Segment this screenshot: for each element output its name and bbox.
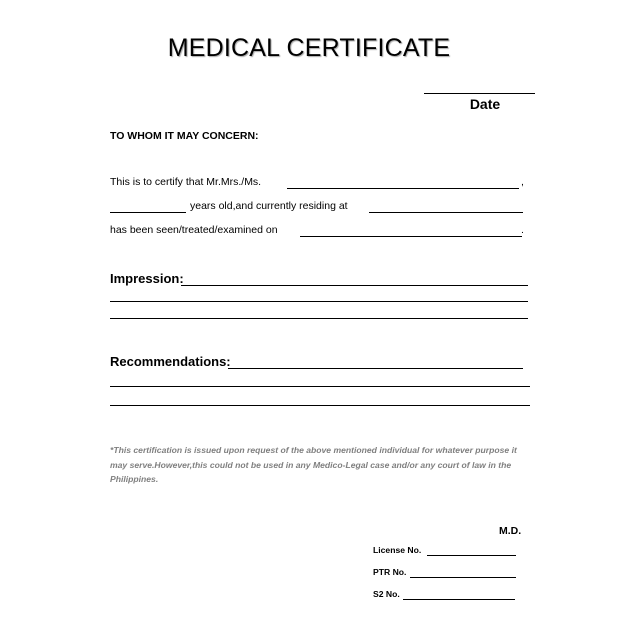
comma: ,	[521, 176, 524, 188]
exam-date-line	[300, 236, 522, 237]
recommendations-line-2	[110, 386, 530, 387]
impression-line-3	[110, 318, 528, 319]
seen-text: has been seen/treated/examined on	[110, 224, 278, 236]
ptr-label: PTR No.	[373, 567, 407, 577]
date-line	[424, 93, 535, 94]
age-text: years old,and currently residing at	[190, 200, 348, 212]
patient-name-line	[287, 188, 519, 189]
date-label: Date	[469, 96, 501, 112]
address-line	[369, 212, 523, 213]
certify-prefix: This is to certify that Mr.Mrs./Ms.	[110, 176, 262, 188]
s2-label: S2 No.	[373, 589, 400, 599]
impression-label: Impression:	[110, 271, 184, 286]
impression-line-2	[110, 301, 528, 302]
license-line	[427, 555, 516, 556]
period: .	[521, 224, 524, 236]
disclaimer-note: *This certification is issued upon request of the above mentioned individual for whatever purpose it may serve.However,this could not be used in any Medico-Legal case and/or any court of law in the Philippines.	[110, 445, 517, 484]
recommendations-line-1	[228, 368, 523, 369]
page-title: MEDICAL CERTIFICATE	[167, 34, 451, 62]
recommendations-label: Recommendations:	[110, 354, 231, 369]
md-label: M.D.	[499, 525, 522, 537]
age-line	[110, 212, 186, 213]
s2-line	[403, 599, 515, 600]
impression-line-1	[181, 285, 528, 286]
license-label: License No.	[373, 545, 422, 555]
ptr-line	[410, 577, 516, 578]
recommendations-line-3	[110, 405, 530, 406]
salutation: TO WHOM IT MAY CONCERN:	[110, 130, 259, 142]
